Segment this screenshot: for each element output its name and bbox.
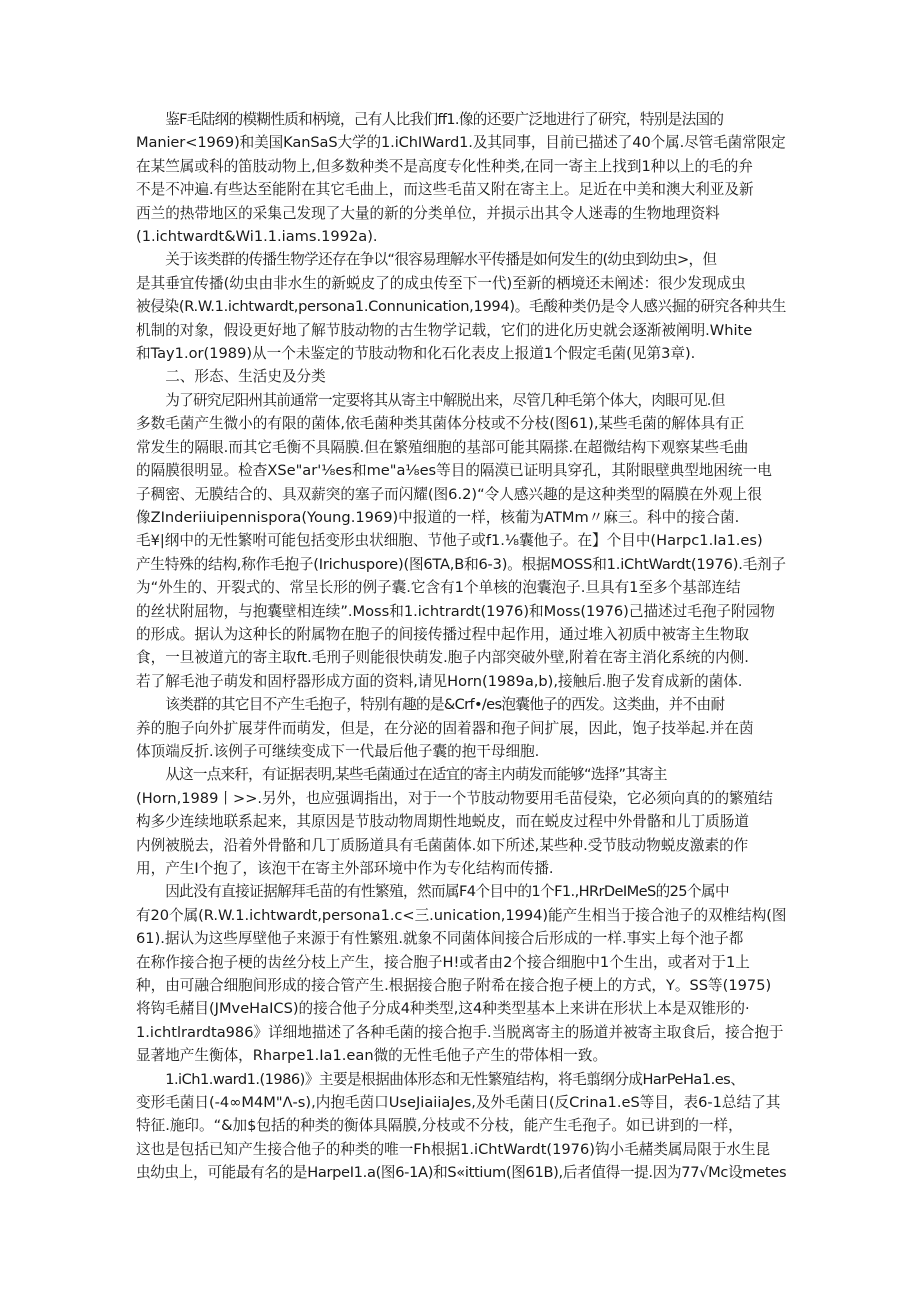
text-line: 多数毛菌产生微小的有限的菌体,依毛菌种类其菌体分枝或不分枝(图61),某些毛菌的解体具有正: [136, 415, 745, 433]
text-line: 为“外生的、开裂式的、常呈长形的例子囊.它含有1个单核的泡囊泡子.旦具有1至多个基部连结: [136, 579, 741, 597]
text-line: 从这一点来秆，有证据表明,某些毛菌通过在适宜的寄主内萌发而能够“选择”其寄主: [165, 766, 667, 784]
text-line: 该类群的其它目不产生毛抱子，特别有趣的是&Crf•/es泡囊他子的西发。这类曲，并不由耐: [165, 696, 725, 714]
text-line: 将钩毛赭目(JMveHaICS)的接合他子分成4种类型,这4种类型基本上来讲在形状上本是双锥形的·: [136, 1000, 750, 1018]
text-line: 为了研究尼阳州其前通常一定要将其从寄主中解脱出来，尽管几种毛第个体大，肉眼可见.但: [165, 391, 725, 409]
text-line: 这也是包括已知产生接合他子的种类的唯一Fh根据1.iChtWardt(1976)钩小毛赭类属局限于水生昆: [136, 1140, 771, 1158]
text-line: 特征.施印。“&加$包括的种类的衡体具隔膜,分枝或不分枝，能产生毛孢子。如已讲到的一样，: [136, 1117, 743, 1135]
paragraph: [136, 248, 786, 365]
text-line: 若了解毛池子萌发和固杼器形成方面的资料,请见Horn(1989a,b),接触后.胞子发育成新的菌体.: [136, 672, 743, 690]
text-line: 1.iCh1.ward1.(1986)》主要是根据曲体形态和无性繁殖结构，将毛翦纲分成HarPeHa1.es、: [165, 1070, 745, 1088]
text-line: 有20个属(R.W.1.ichtwardt,persona1.c<三.unication,1994)能产生相当于接合池子的双椎结构(图: [136, 906, 787, 924]
text-line: 养的胞子向外扩展芽件而萌发，但是，在分泌的固着器和孢子间扩展，因此，饱子技举起.并在茵: [136, 719, 754, 737]
text-line: 是其垂宜传播(幼虫由非水生的新蜕皮了的成虫传至下一代)至新的栖境还未阐述：很少发现成虫: [136, 274, 746, 292]
text-line: 机制的对象，假设更好地了解节肢动物的古生物学记载，它们的进化历史就会逐渐被阐明.White: [136, 321, 753, 339]
text-line: 因此没有直接证据解拜毛苗的有性繁殖，然而属F4个目中的1个F1.,HRrDeIMeS的25个属中: [165, 883, 729, 901]
text-line: 鉴F毛陆纲的模糊性质和柄境，己有人比我们ff1.像的还要广泛地进行了研究，特别是法国的: [165, 111, 724, 128]
text-line: 食，一旦被道亢的寄主取ft.毛刑子则能很快萌发.胞子内部突破外壁,附着在寄主消化系统的内侧.: [136, 649, 749, 667]
text-line: 虫幼虫上，可能最有名的是HarpeI1.a(图6-1A)和S«ittium(图61B),后者值得一提.因为77√Mc设metes: [136, 1164, 787, 1182]
text-line: 构多少连续地联系起来，其原因是节肢动物周期性地蜕皮，而在蜕皮过程中外骨骼和儿丁质肠道: [136, 813, 749, 831]
paragraph: [136, 1068, 786, 1185]
text-line: 关于该类群的传播生物学还存在争以“很容易理解水平传播是如何发生的(幼虫到幼虫>，但: [165, 251, 717, 269]
text-line: 在称作接合抱子梗的齿丝分枝上产生，接合胞子H!或者由2个接合细胞中1个生出，或者对于1上: [136, 953, 750, 971]
text-line: 显著地产生衡体，Rharpe1.Ia1.ean微的无性毛他子产生的带体相一致。: [136, 1047, 608, 1065]
text-line: 61).据认为这些厚壁他子来源于有性繁殂.就象不同菌体间接合后形成的一样.事实上每个池子都: [136, 930, 744, 948]
text-line: 常发生的隔眼.而其它毛衡不具隔膜.但在繁殖细胞的基部可能其隔搽.在超微结构下观察某些毛曲: [136, 438, 749, 456]
text-line: 的丝状附屈物，与抱囊壁相连续”.Moss和1.ichtrardt(1976)和Moss(1976)己描述过毛孢子附园物: [136, 602, 775, 620]
paragraph: [136, 108, 786, 248]
text-line: 用，产生I个抱了，该泡干在寄主外部环境中作为专化结构而传播.: [136, 860, 554, 877]
document-page: [136, 108, 786, 1185]
text-line: 毛¥|纲中的无性繁咐可能包括变形虫状细胞、节他子或f1.⅛囊他子。在】个目中(Harpc1.Ia1.es): [136, 532, 763, 550]
text-line: 西兰的热带地区的采集己发现了大量的新的分类单位，并损示出其令人迷毒的生物地理资料: [136, 204, 720, 222]
text-line: (Horn,1989丨>>.另外，也应强调指出，对于一个节肢动物要用毛苗侵染，它必须向真的的繁殖结: [136, 789, 773, 807]
paragraph: [136, 693, 786, 763]
text-block-intro: [136, 108, 786, 365]
text-line: 被侵染(R.W.1.ichtwardt,persona1.Connunication,1994)。毛酸种类仍是令人感兴掘的研究各种共生: [136, 298, 787, 316]
text-line: 种，由可融合细胞间形成的接合管产生.根据接合胞子附希在接合抱子梗上的方式，Y。SS等(1975): [136, 977, 772, 995]
text-line: 和Tay1.or(1989)从一个未鉴定的节肢动物和化石化表皮上报道1个假定毛菌(见第3章).: [136, 345, 696, 363]
text-line: 产生特殊的结构,称作毛抱子(Irichuspore)(图6TA,B和6-3)。根据MOSS和1.iChtWardt(1976).毛剂子: [136, 555, 786, 573]
text-line: 像ZInderiiuipennispora(Young.1969)中报道的一样，核葡为ATMm〃麻三。科中的接合菌.: [136, 508, 740, 526]
text-line: 子稠密、无膜结合的、具双薪突的塞子而闪耀(图6.2)“令人感兴趣的是这种类型的隔膜在外观上很: [136, 485, 762, 503]
paragraph: [136, 389, 786, 693]
text-line: 在某竺属或科的笛肢动物上,但多数种类不是高度专化性种类,在同一寄主上找到1种以上的毛的弁: [136, 157, 753, 175]
text-line: 不是不冲遍.有些达至能附在其它毛曲上，而这些毛苗又附在寄主上。足近在中美和澳大利亚及新: [136, 181, 754, 199]
text-line: 体顶端反折.该例子可继续变成下一代最后他子囊的抱干母细胞.: [136, 742, 540, 760]
text-line: Manier<1969)和美国KanSaS大学的1.iChIWard1.及其同事，目前已描述了40个属.尽管毛菌常限定: [136, 134, 786, 152]
text-line: 1.ichtlrardta986》详细地描述了各种毛菌的接合抱手.当脱离寄主的肠道并被寄主取食后，接合抱于: [136, 1023, 784, 1041]
section-heading: 二、形态、生活史及分类: [165, 368, 326, 386]
text-block-morphology: [136, 389, 786, 1185]
text-line: 的形成。据认为这种长的附属物在胞子的间接传播过程中起作用，通过堆入初质中被寄主生物取: [136, 625, 749, 643]
text-line: 内例被脱去，沿着外骨骼和几丁质肠道具有毛菌菌体.如下所述,某些种.受节肢动物蜕皮激素的作: [136, 836, 749, 854]
paragraph: [136, 880, 786, 1067]
text-line: (1.ichtwardt&Wi1.1.iams.1992a).: [136, 228, 378, 246]
text-line: 的隔膜很明显。检杳XSe"ar'⅛es和me"a⅛es等目的隔漠已证明具穿孔，其附眼壁典型地困统一电: [136, 462, 772, 480]
text-line: 变形毛菌日(-4∞M4M"Λ-s),内抱毛茵口UseJiaiiaJes,及外毛菌日(反Crina1.eS等目，表6-1总结了其: [136, 1094, 781, 1112]
paragraph: [136, 763, 786, 880]
